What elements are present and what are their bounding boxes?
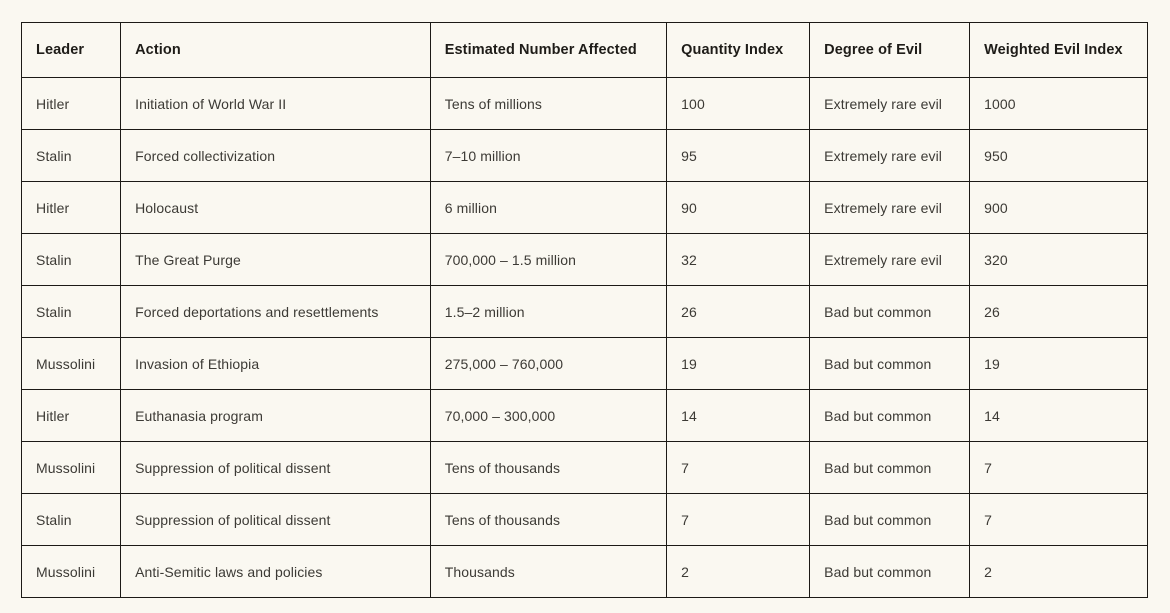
table-cell-estimated-number-affected: 275,000 – 760,000 — [430, 338, 666, 390]
table-cell-weighted-evil-index: 14 — [970, 390, 1148, 442]
header-row — [22, 23, 1148, 78]
table-cell-leader: Mussolini — [22, 546, 121, 598]
table-row — [22, 494, 1148, 546]
column-header-quantity-index: Quantity Index — [667, 23, 810, 78]
table-cell-quantity-index: 14 — [667, 390, 810, 442]
table-cell-estimated-number-affected: Tens of millions — [430, 78, 666, 130]
table-cell-estimated-number-affected: 6 million — [430, 182, 666, 234]
table-cell-action: Forced collectivization — [121, 130, 431, 182]
table-cell-leader: Mussolini — [22, 338, 121, 390]
table-row — [22, 78, 1148, 130]
table-row — [22, 338, 1148, 390]
table-cell-action: Anti-Semitic laws and policies — [121, 546, 431, 598]
table-row — [22, 234, 1148, 286]
table-cell-quantity-index: 7 — [667, 442, 810, 494]
table-cell-action: Suppression of political dissent — [121, 494, 431, 546]
table-cell-quantity-index: 7 — [667, 494, 810, 546]
table-cell-weighted-evil-index: 26 — [970, 286, 1148, 338]
table-body — [22, 78, 1148, 598]
table-cell-degree-of-evil: Extremely rare evil — [810, 130, 970, 182]
table-cell-quantity-index: 90 — [667, 182, 810, 234]
table-cell-leader: Stalin — [22, 130, 121, 182]
table-cell-degree-of-evil: Extremely rare evil — [810, 234, 970, 286]
table-cell-estimated-number-affected: 1.5–2 million — [430, 286, 666, 338]
table-cell-weighted-evil-index: 1000 — [970, 78, 1148, 130]
table-cell-quantity-index: 2 — [667, 546, 810, 598]
table-cell-action: Invasion of Ethiopia — [121, 338, 431, 390]
table-cell-quantity-index: 100 — [667, 78, 810, 130]
table-cell-leader: Stalin — [22, 234, 121, 286]
column-header-leader: Leader — [22, 23, 121, 78]
table-cell-degree-of-evil: Bad but common — [810, 338, 970, 390]
table-cell-leader: Mussolini — [22, 442, 121, 494]
table-row — [22, 286, 1148, 338]
table-cell-estimated-number-affected: Thousands — [430, 546, 666, 598]
table-cell-degree-of-evil: Bad but common — [810, 494, 970, 546]
table-row — [22, 130, 1148, 182]
column-header-action: Action — [121, 23, 431, 78]
column-header-weighted-evil-index: Weighted Evil Index — [970, 23, 1148, 78]
table-cell-degree-of-evil: Bad but common — [810, 390, 970, 442]
table-cell-estimated-number-affected: 700,000 – 1.5 million — [430, 234, 666, 286]
table-cell-quantity-index: 26 — [667, 286, 810, 338]
column-header-degree-of-evil: Degree of Evil — [810, 23, 970, 78]
table-cell-quantity-index: 95 — [667, 130, 810, 182]
table-cell-degree-of-evil: Bad but common — [810, 546, 970, 598]
table-row — [22, 546, 1148, 598]
table-cell-degree-of-evil: Extremely rare evil — [810, 182, 970, 234]
table-cell-estimated-number-affected: 70,000 – 300,000 — [430, 390, 666, 442]
table-cell-leader: Stalin — [22, 286, 121, 338]
table-cell-action: Suppression of political dissent — [121, 442, 431, 494]
table-cell-estimated-number-affected: 7–10 million — [430, 130, 666, 182]
table-cell-weighted-evil-index: 7 — [970, 494, 1148, 546]
table-cell-action: Initiation of World War II — [121, 78, 431, 130]
table-row — [22, 182, 1148, 234]
table-row — [22, 442, 1148, 494]
table-cell-action: Euthanasia program — [121, 390, 431, 442]
table-cell-estimated-number-affected: Tens of thousands — [430, 442, 666, 494]
table-cell-leader: Hitler — [22, 390, 121, 442]
table-cell-action: Forced deportations and resettlements — [121, 286, 431, 338]
table-cell-degree-of-evil: Extremely rare evil — [810, 78, 970, 130]
table-cell-action: Holocaust — [121, 182, 431, 234]
table-cell-leader: Stalin — [22, 494, 121, 546]
table-cell-action: The Great Purge — [121, 234, 431, 286]
table-cell-weighted-evil-index: 7 — [970, 442, 1148, 494]
table-cell-leader: Hitler — [22, 78, 121, 130]
evil-index-table — [21, 22, 1148, 598]
table-cell-weighted-evil-index: 900 — [970, 182, 1148, 234]
table-row — [22, 390, 1148, 442]
table-cell-quantity-index: 32 — [667, 234, 810, 286]
table-header — [22, 23, 1148, 78]
table-cell-weighted-evil-index: 19 — [970, 338, 1148, 390]
table-cell-estimated-number-affected: Tens of thousands — [430, 494, 666, 546]
table-cell-degree-of-evil: Bad but common — [810, 286, 970, 338]
table-cell-weighted-evil-index: 2 — [970, 546, 1148, 598]
table-cell-leader: Hitler — [22, 182, 121, 234]
column-header-estimated-number-affected: Estimated Number Affected — [430, 23, 666, 78]
table-cell-weighted-evil-index: 950 — [970, 130, 1148, 182]
table-cell-quantity-index: 19 — [667, 338, 810, 390]
table-cell-weighted-evil-index: 320 — [970, 234, 1148, 286]
table-cell-degree-of-evil: Bad but common — [810, 442, 970, 494]
